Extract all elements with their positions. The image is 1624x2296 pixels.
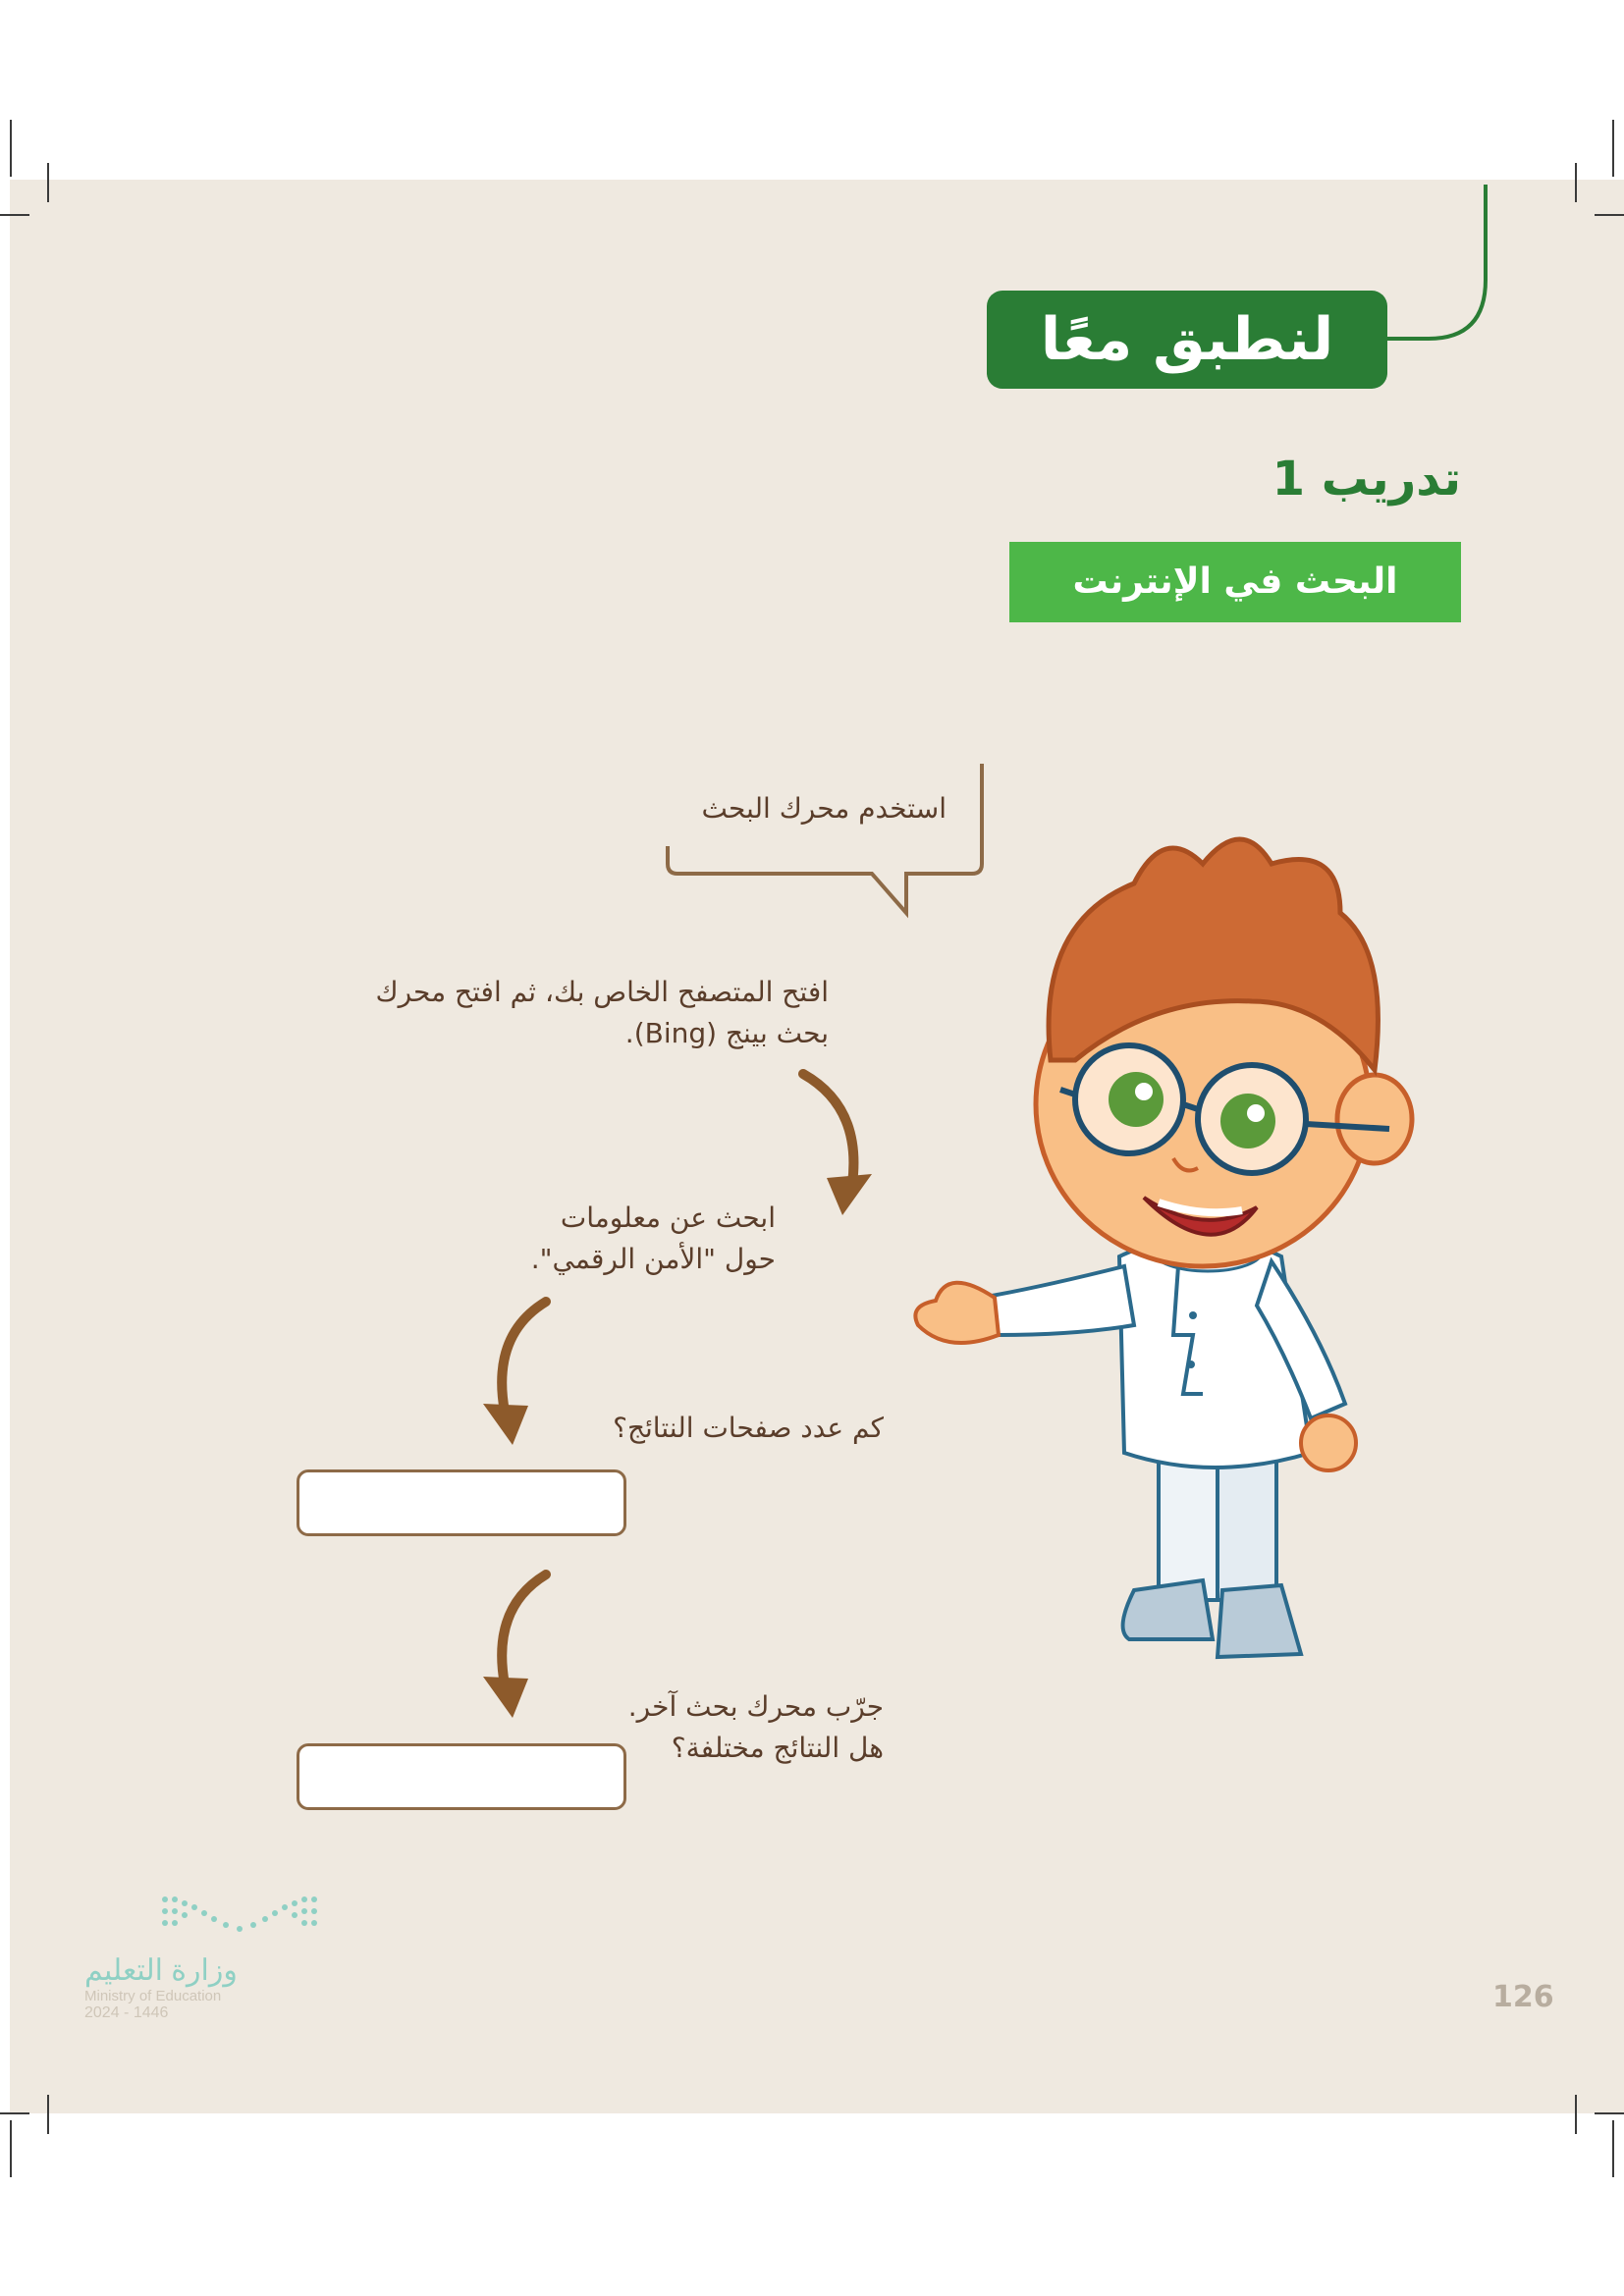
step-3-text: كم عدد صفحات النتائج؟	[613, 1412, 884, 1444]
topic-bar: البحث في الإنترنت	[1009, 542, 1461, 622]
curved-arrow-icon	[471, 1296, 569, 1453]
exercise-title: تدريب 1	[1272, 452, 1461, 507]
step-4-line-2: هل النتائج مختلفة؟	[671, 1732, 884, 1764]
speech-bubble-text: استخدم محرك البحث	[701, 792, 947, 825]
answer-box-pages[interactable]	[297, 1469, 626, 1536]
page-number: 126	[1492, 1980, 1554, 2014]
curved-arrow-icon	[785, 1068, 884, 1225]
step-1-line-1: افتح المتصفح الخاص بك، ثم افتح محرك	[375, 976, 829, 1008]
crop-mark	[47, 163, 49, 202]
step-2-line-2: حول "الأمن الرقمي".	[530, 1243, 776, 1275]
step-1-text	[376, 972, 829, 1054]
section-banner: لنطبق معًا	[987, 291, 1387, 389]
crop-mark	[1612, 120, 1614, 177]
crop-mark	[1612, 2120, 1614, 2177]
ministry-name-en: Ministry of Education	[84, 1988, 222, 2004]
crop-mark	[47, 2095, 49, 2134]
crop-mark	[10, 120, 12, 177]
step-4-text	[628, 1686, 884, 1769]
crop-mark	[10, 2120, 12, 2177]
crop-mark	[1575, 2095, 1577, 2134]
academic-year: 2024 - 1446	[84, 2004, 169, 2021]
crop-mark	[0, 214, 29, 216]
step-2-text	[531, 1198, 776, 1280]
crop-mark	[1595, 2112, 1624, 2114]
step-1-line-2: بحث بينج (Bing).	[624, 1017, 829, 1049]
ministry-logo	[84, 1953, 271, 2022]
curved-arrow-icon	[471, 1569, 569, 1726]
step-4-line-1: جرّب محرك بحث آخر.	[627, 1690, 884, 1723]
crop-mark	[1595, 214, 1624, 216]
ministry-name-ar: وزارة التعليم	[84, 1954, 238, 1987]
answer-box-compare[interactable]	[297, 1743, 626, 1810]
ministry-logo-icon	[157, 1890, 324, 1949]
crop-mark	[0, 2112, 29, 2114]
boy-character-illustration	[879, 805, 1507, 1669]
step-2-line-1: ابحث عن معلومات	[560, 1201, 776, 1234]
crop-mark	[1575, 163, 1577, 202]
